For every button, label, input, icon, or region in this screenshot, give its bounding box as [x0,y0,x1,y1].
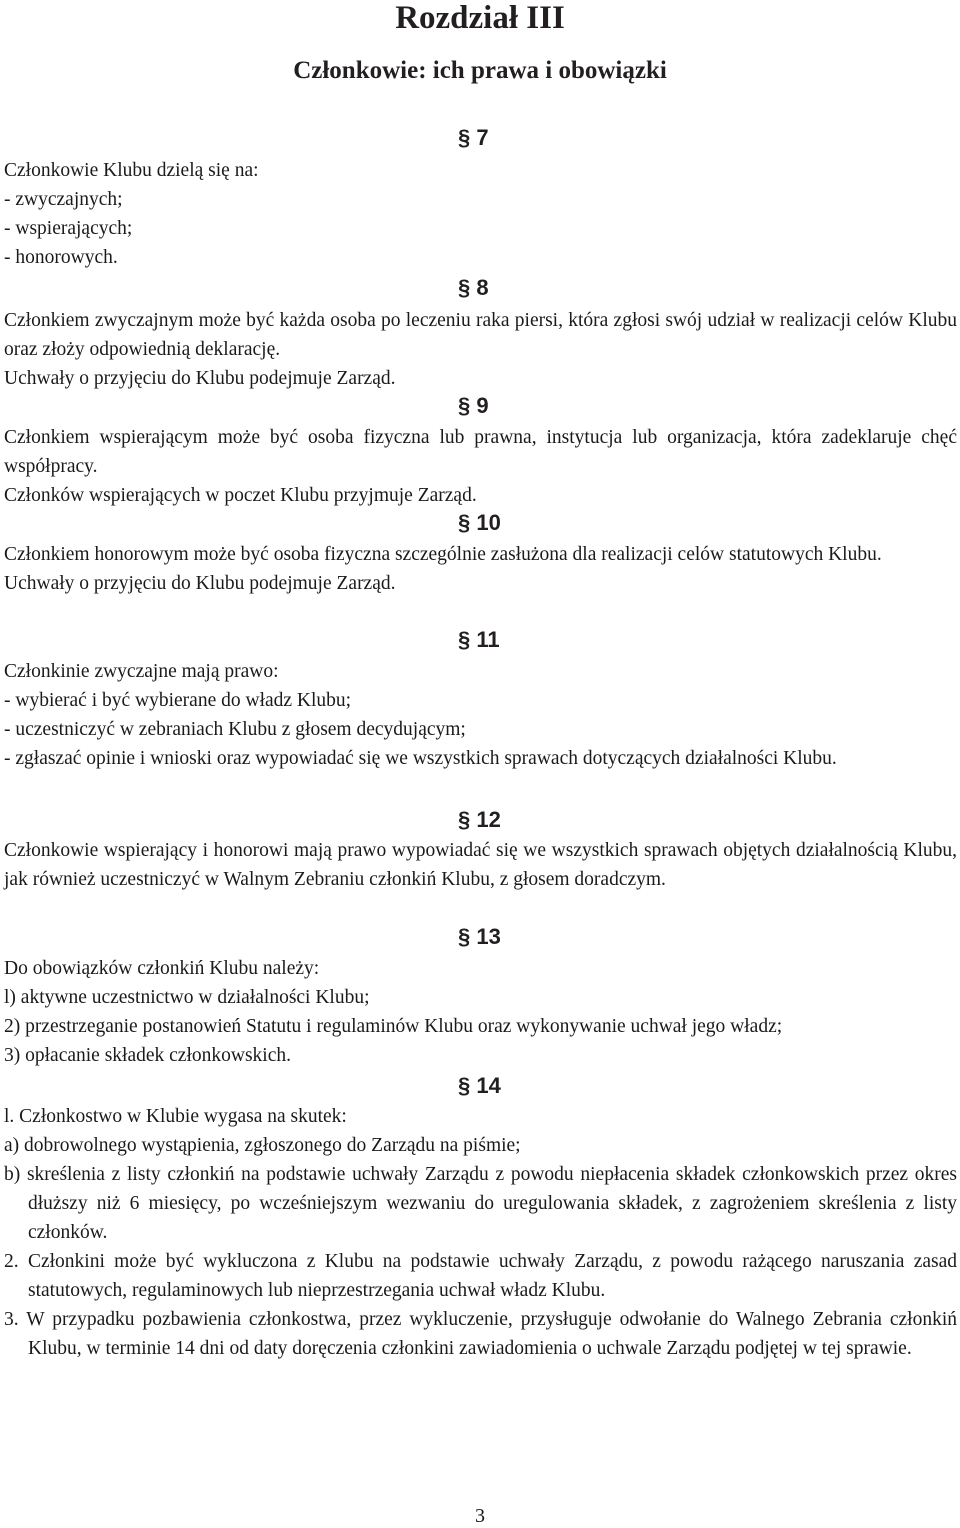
section-8-heading: § 8 [458,275,489,300]
section-11-intro: Członkinie zwyczajne mają prawo: [4,661,279,682]
section-11-body [4,657,957,773]
section-8-paragraph: Uchwały o przyjęciu do Klubu podejmuje Zarząd. [4,368,396,389]
section-13-intro: Do obowiązków członkiń Klubu należy: [4,958,320,979]
section-14-paragraph-3: 3. W przypadku pozbawienia członkostwa, przez wykluczenie, przysługuje odwołanie do Walnego Zebrania członkiń Klubu, w terminie 14 dni od daty doręczenia członkini zawiadomienia o uchwale Zarządu podjętej w tej sprawie. [4,1309,957,1359]
section-14-heading: § 14 [458,1073,501,1098]
section-9-body [4,423,957,510]
section-13-item: 3) opłacanie składek członkowskich. [4,1045,291,1066]
section-9-paragraph: Członków wspierających w poczet Klubu przyjmuje Zarząd. [4,485,477,506]
section-11-item: - zgłaszać opinie i wnioski oraz wypowiadać się we wszystkich sprawach dotyczących działalności Klubu. [4,748,837,769]
chapter-subtitle: Członkowie: ich prawa i obowiązki [293,57,667,84]
section-7-body [4,156,957,272]
section-14-item-b: b) skreślenia z listy członkiń na podstawie uchwały Zarządu z powodu niepłacenia składek członkowskich przez okres dłuższy niż 6 miesięcy, po wcześniejszym wezwaniu do uregulowania składek, z zagrożeniem skreślenia z listy członków. [4,1164,957,1243]
section-13-heading: § 13 [458,924,501,949]
section-7-line: - wspierających; [4,218,133,239]
section-9-heading: § 9 [458,393,489,418]
section-7-line: Członkowie Klubu dzielą się na: [4,160,259,181]
section-13-body [4,954,957,1070]
section-8-body [4,306,957,393]
section-11-item: - uczestniczyć w zebraniach Klubu z głosem decydującym; [4,719,466,740]
section-11-item: - wybierać i być wybierane do władz Klubu; [4,690,352,711]
section-8-paragraph: Członkiem zwyczajnym może być każda osoba po leczeniu raka piersi, która zgłosi swój udział w realizacji celów Klubu oraz złoży odpowiednią deklarację. [4,310,957,360]
section-10-body [4,540,957,598]
section-12-heading: § 12 [458,807,501,832]
section-12-body [4,836,957,894]
section-14-intro: l. Członkostwo w Klubie wygasa na skutek: [4,1106,347,1127]
section-14-body [4,1102,957,1363]
page-number: 3 [475,1505,485,1527]
section-12-paragraph: Członkowie wspierający i honorowi mają prawo wypowiadać się we wszystkich sprawach objętych działalnością Klubu, jak również uczestniczyć w Walnym Zebraniu członkiń Klubu, z głosem doradczym. [4,840,957,890]
chapter-title: Rozdział III [395,0,565,36]
section-14-item-a: a) dobrowolnego wystąpienia, zgłoszonego do Zarządu na piśmie; [4,1135,521,1156]
section-9-paragraph: Członkiem wspierającym może być osoba fizyczna lub prawna, instytucja lub organizacja, która zadeklaruje chęć współpracy. [4,427,957,477]
section-13-item: l) aktywne uczestnictwo w działalności Klubu; [4,987,370,1008]
section-10-heading: § 10 [458,510,501,535]
section-11-heading: § 11 [458,627,500,652]
section-7-line: - zwyczajnych; [4,189,123,210]
section-14-paragraph-2: 2. Członkini może być wykluczona z Klubu na podstawie uchwały Zarządu, z powodu rażącego naruszania zasad statutowych, regulaminowych lub nieprzestrzegania uchwał władz Klubu. [4,1251,957,1301]
section-7-heading: § 7 [458,125,489,150]
section-10-paragraph: Członkiem honorowym może być osoba fizyczna szczególnie zasłużona dla realizacji celów statutowych Klubu. [4,544,882,565]
section-13-item: 2) przestrzeganie postanowień Statutu i regulaminów Klubu oraz wykonywanie uchwał jego władz; [4,1016,783,1037]
section-7-line: - honorowych. [4,247,118,268]
section-10-paragraph: Uchwały o przyjęciu do Klubu podejmuje Zarząd. [4,573,396,594]
